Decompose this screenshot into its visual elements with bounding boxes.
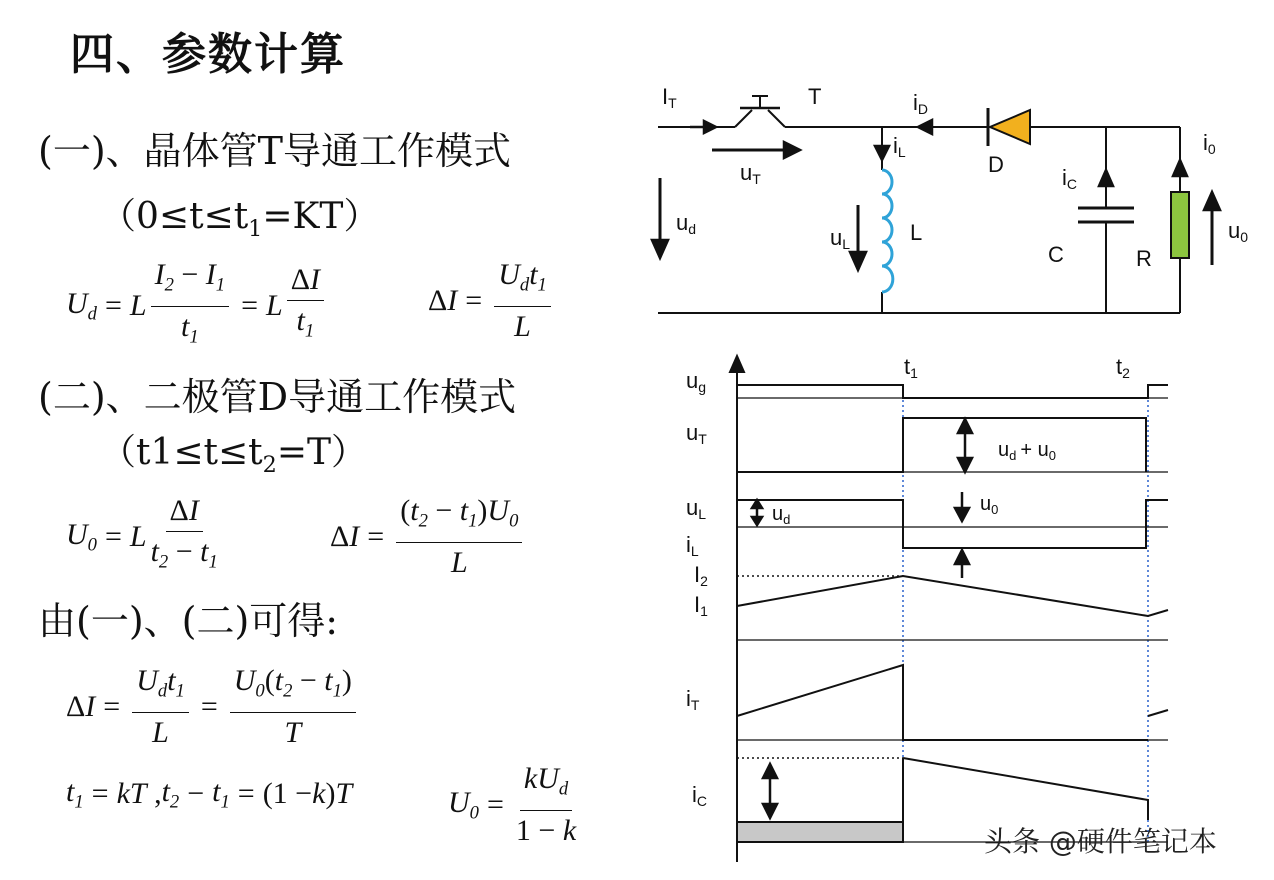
label-u0: u0 [1228,218,1249,245]
label-I2: I2 [694,562,708,589]
label-IT: IT [662,84,677,111]
arrow-ud-down [752,517,762,525]
label-iC-wave: iC [692,782,708,809]
diode [988,108,1030,146]
watermark: 头条 @硬件笔记本 [984,825,1217,858]
derive-equation-1: ΔI = $\frac{U_dt_1}{L}$ = $\frac{U_0(t_2 - t_1)}{T}$ [66,664,360,750]
label-uL: uL [830,225,851,252]
arrow-ud-u0-down [958,458,972,472]
label-iT-wave: iT [686,686,700,713]
arrow-i0 [1173,160,1187,176]
wave-iT-next [1148,710,1168,716]
wave-uL [737,500,1168,548]
label-L: L [910,220,923,245]
wave-uT [737,418,1146,472]
mode2-condition-open: （t1≤t≤t [100,432,263,473]
arrow-iD [918,120,932,134]
mode1-condition-sub: 1 [248,215,263,242]
wave-iC [903,758,1148,820]
iC-shaded-region [737,822,903,842]
time-axis-arrow [730,356,744,372]
label-iL: iL [893,133,906,160]
label-C: C [1048,242,1064,267]
arrow-u0-down [955,508,969,521]
derive-equation-3: $U_0$ = $\frac{kU_d}{1 - k}$ [448,762,577,847]
waveform-diagram [676,350,1196,870]
label-iD: iD [913,90,929,117]
label-D: D [988,152,1004,177]
label-iC: iC [1062,165,1078,192]
derive-equation-2: $t_1$ = kT , $t_2$ − $t_1$ = (1 − k ) T [66,775,353,813]
label-uT-wave: uT [686,420,707,447]
mode1-condition-open: （0≤t≤t [100,196,249,237]
arrow-ud-u0-up [958,419,972,433]
buck-boost-circuit [640,70,1260,330]
arrow-uL [850,252,866,270]
label-t1: t1 [904,354,918,381]
label-R: R [1136,246,1152,271]
arrow-uT [784,142,800,158]
label-uL-wave: uL [686,495,707,522]
label-ug: ug [686,368,707,395]
label-u0-small: $u_0$ [980,493,999,517]
mode2-equation-right: ΔI = $\frac{(t_2 - t_1)U_0}{L}$ [330,494,526,580]
page-title: 四、参数计算 [70,29,346,80]
arrow-ud [652,240,668,258]
label-ud-small: $u_d$ [772,503,791,527]
arrow-iC-down [763,804,777,818]
inductor [882,170,893,292]
arrow-iC-up [763,764,777,778]
arrow-iL [875,146,889,160]
transistor-collector [735,110,752,127]
label-uT: uT [740,160,761,187]
label-iL-wave: iL [686,532,699,559]
wave-iT [737,665,1148,740]
mode2-equation-left: $U_0$ = L $\frac{\Delta I}{t_2 - t_1}$ [66,494,218,573]
arrow-u0-up [955,550,969,564]
mode1-condition [100,188,379,242]
derive-heading: 由(一)、(二)可得: [38,599,339,643]
mode2-condition-sub: 2 [262,451,277,478]
mode1-condition-close: =KT） [262,196,380,237]
label-T: T [808,84,822,109]
label-ud: ud [676,210,697,237]
mode2-heading: (二)、二极管D导通工作模式 [38,375,517,419]
mode2-condition-close: =T） [276,432,368,473]
mode2-condition [100,424,367,478]
label-ud-plus-u0: $u_d + u_0$ [998,439,1056,463]
label-I1: I1 [694,592,708,619]
label-i0: i0 [1203,130,1216,157]
transistor-emitter [768,110,785,127]
mode1-heading: (一)、晶体管T导通工作模式 [38,129,511,173]
resistor [1171,192,1189,258]
wave-ug [737,385,1168,398]
mode1-equation-left: $U_d$ = L $\frac{I_2 - I_1}{t_1}$ = L $\frac{\Delta I}{t_1}$ [66,258,328,354]
arrow-iC [1099,170,1113,186]
arrow-ud-up [752,500,762,508]
arrow-IT [704,121,716,133]
arrow-u0 [1204,192,1220,210]
wave-iL [737,576,1168,616]
mode1-equation-right: ΔI = $\frac{U_dt_1}{L}$ [428,258,555,344]
label-t2: t2 [1116,354,1130,381]
